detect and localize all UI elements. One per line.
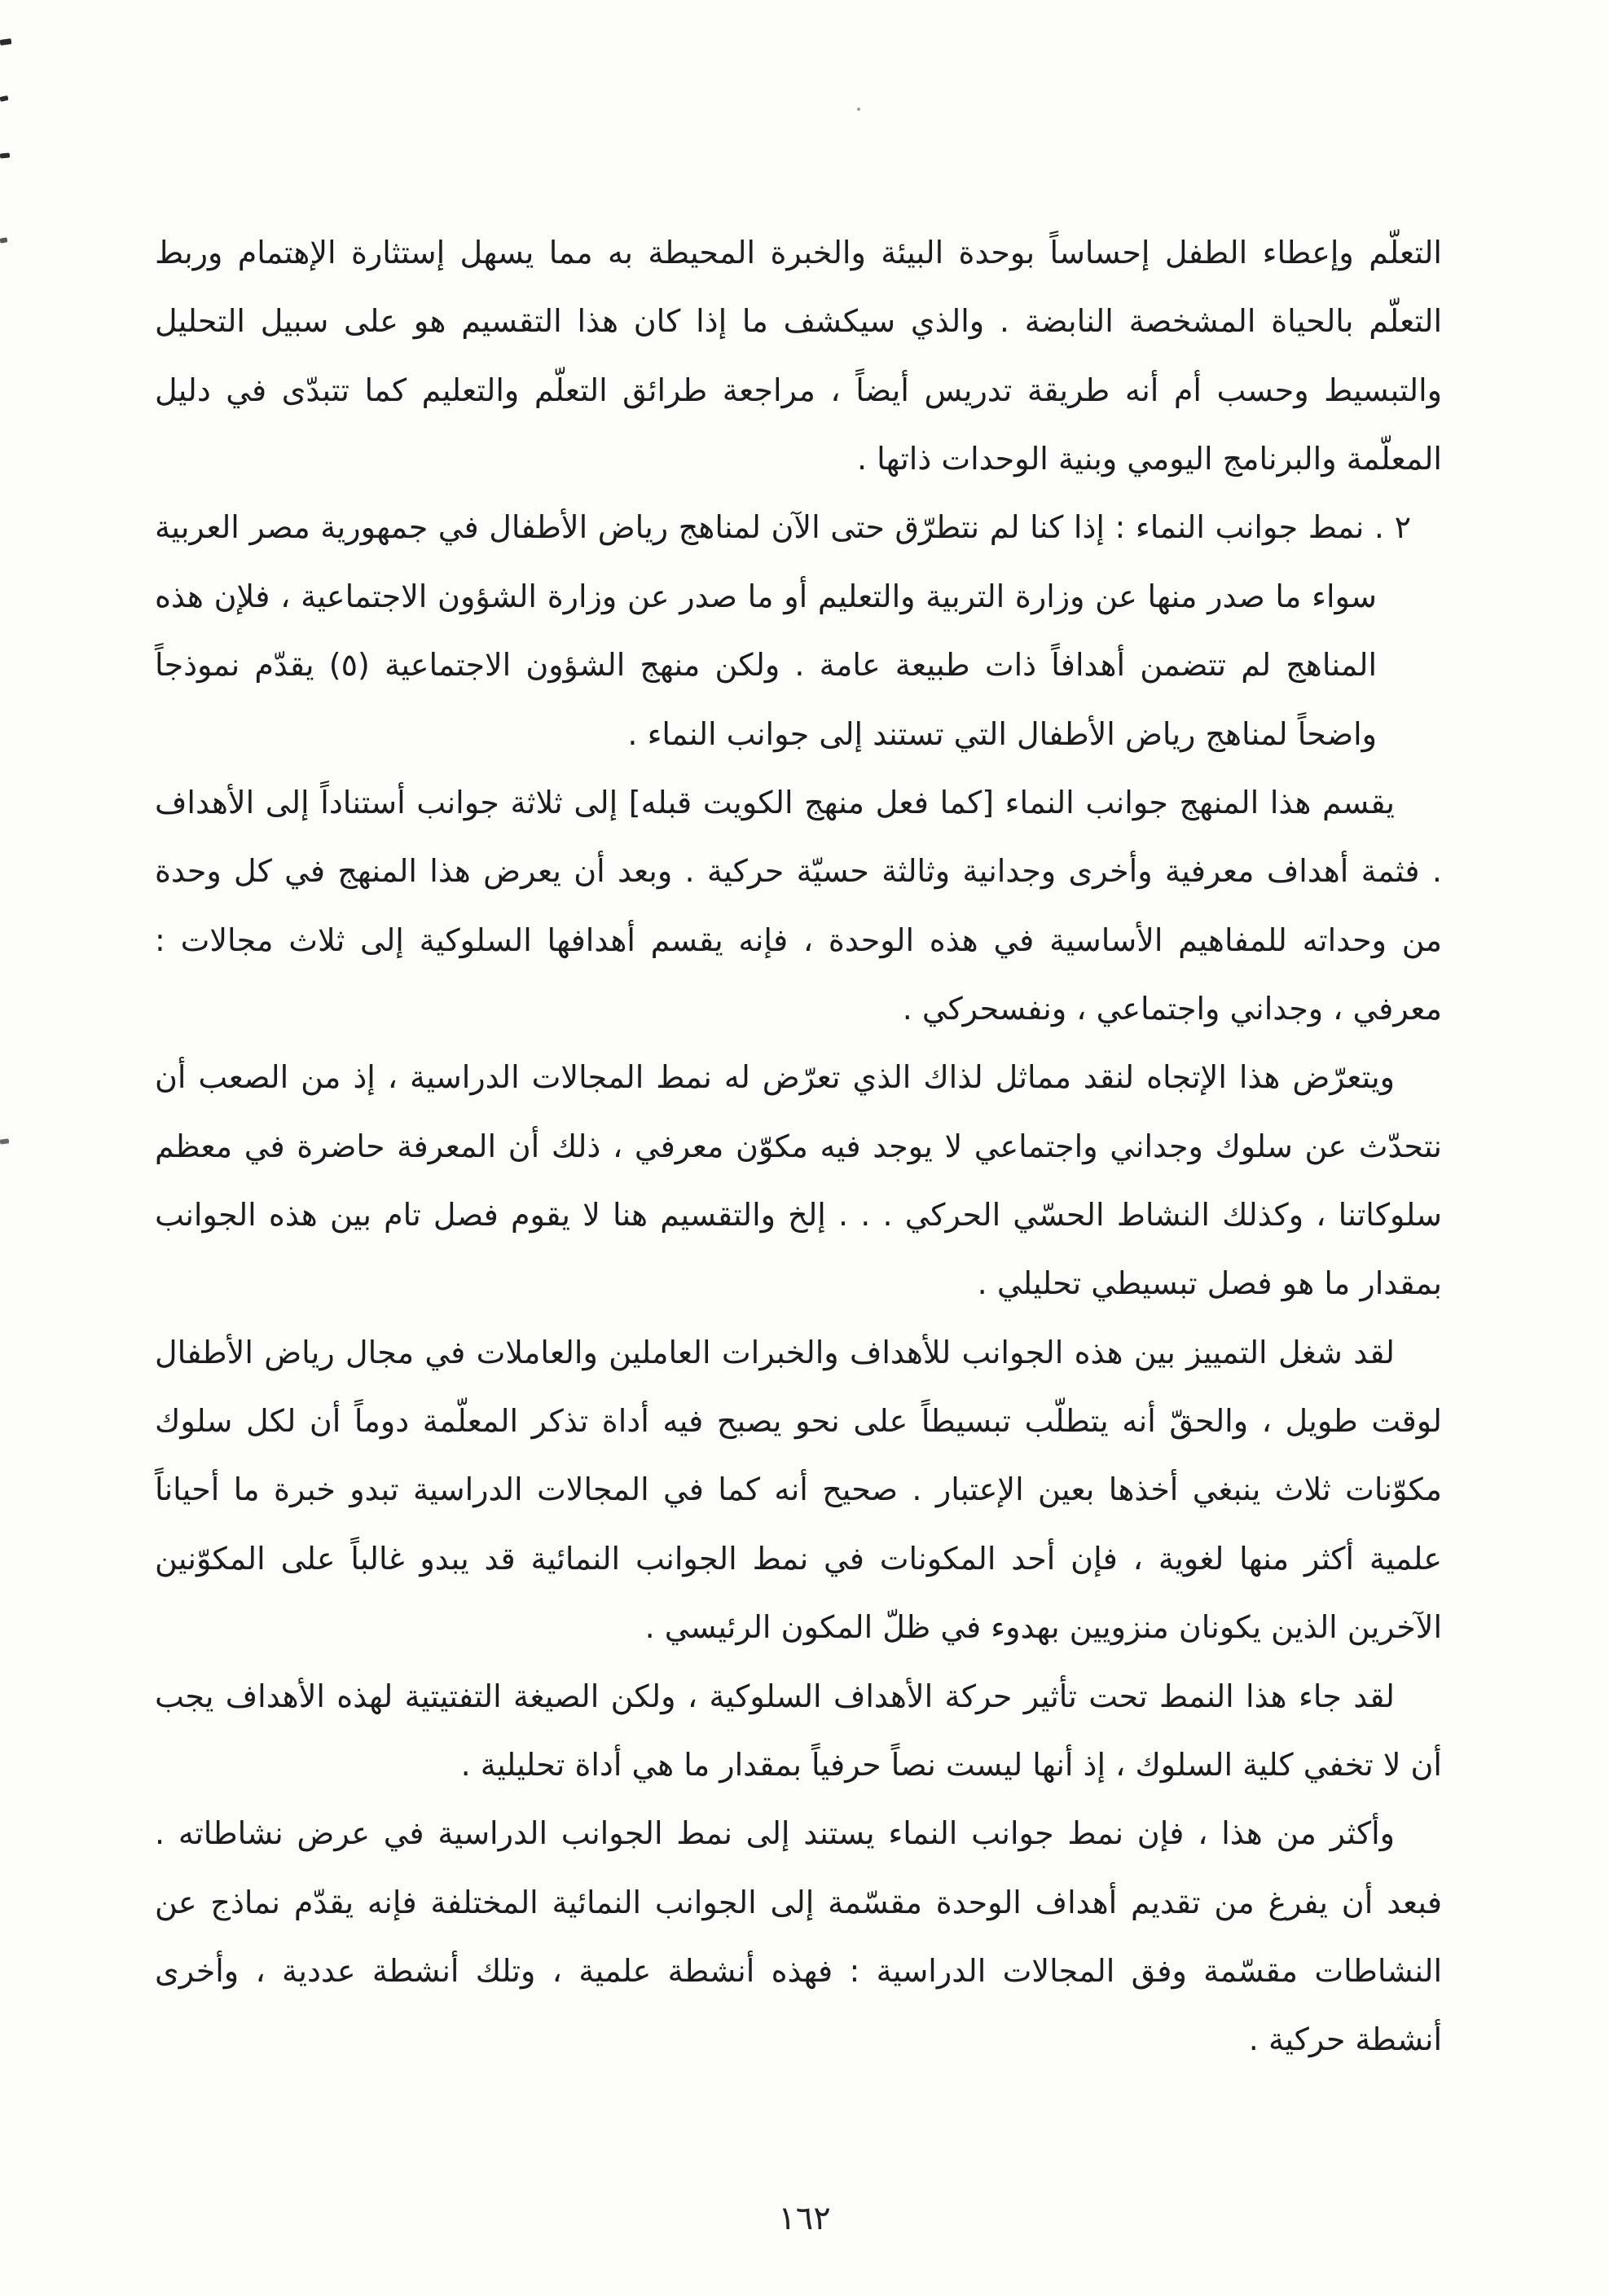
paragraph-distinction-discussion: لقد شغل التمييز بين هذه الجوانب للأهداف والخبرات العاملين والعاملات في مجال رياض الأطفال لوقت طويل ، والحقّ أنه يتطلّب تبسيطاً على نحو يصبح فيه أداة تذكر المعلّمة دوماً أن لكل سلوك مكوّنات ثلاث ينبغي أخذها بعين الإعتبار . صحيح أنه كما في المجالات الدراسية تبدو خبرة ما أحياناً علمية أكثر منها لغوية ، فإن أحد المكونات في نمط الجوانب النمائية قد يبدو غالباً على المكوّنين الآخرين الذين يكونان منزويين بهدوء في ظلّ المكون الرئيسي . [155,1334,1442,1646]
scan-artifact-mark [0,237,7,243]
scan-artifact-mark [0,1138,9,1144]
scan-artifact-mark [0,152,10,158]
paragraph-curriculum-division: يقسم هذا المنهج جوانب النماء [كما فعل منهج الكويت قبله] إلى ثلاثة جوانب أستناداً إلى الأهداف . فثمة أهداف معرفية وأخرى وجدانية وثالثة حسيّة حركية . وبعد أن يعرض هذا المنهج في كل وحدة من وحداته للمفاهيم الأساسية في هذه الوحدة ، فإنه يقسم أهدافها السلوكية إلى ثلاث مجالات : معرفي ، وجداني واجتماعي ، ونفسحركي . [155,784,1442,1027]
paragraph-continuation: التعلّم وإعطاء الطفل إحساساً بوحدة البيئة والخبرة المحيطة به مما يسهل إستثارة الإهتمام وربط التعلّم بالحياة المشخصة النابضة . والذي سيكشف ما إذا كان هذا التقسيم هو على سبيل التحليل والتبسيط وحسب أم أنه طريقة تدريس أيضاً ، مراجعة طرائق التعلّم والتعليم كما تتبدّى في دليل المعلّمة والبرنامج اليومي وبنية الوحدات ذاتها . [155,235,1442,477]
body-text-block [155,218,1442,2074]
paragraph-criticism: ويتعرّض هذا الإتجاه لنقد مماثل لذاك الذي تعرّض له نمط المجالات الدراسية ، إذ من الصعب أن نتحدّث عن سلوك وجداني واجتماعي لا يوجد فيه مكوّن معرفي ، ذلك أن المعرفة حاضرة في معظم سلوكاتنا ، وكذلك النشاط الحسّي الحركي . . . إلخ والتقسيم هنا لا يقوم فصل تام بين هذه الجوانب بمقدار ما هو فصل تبسيطي تحليلي . [155,1059,1442,1302]
scan-artifact-mark [0,38,11,46]
paragraph-behavioral-objectives: لقد جاء هذا النمط تحت تأثير حركة الأهداف السلوكية ، ولكن الصيغة التفتيتية لهذه الأهداف يجب أن لا تخفي كلية السلوك ، إذ أنها ليست نصاً حرفياً بمقدار ما هي أداة تحليلية . [155,1678,1442,1783]
paragraph-numbered-growth-aspects: ٢ . نمط جوانب النماء : إذا كنا لم نتطرّق حتى الآن لمناهج رياض الأطفال في جمهورية مصر العربية سواء ما صدر منها عن وزارة التربية والتعليم أو ما صدر عن وزارة الشؤون الاجتماعية ، فلإن هذه المناهج لم تتضمن أهدافاً ذات طبيعة عامة . ولكن منهج الشؤون الاجتماعية (٥) يقدّم نموذجاً واضحاً لمناهج رياض الأطفال التي تستند إلى جوانب النماء . [155,509,1411,752]
scan-artifact-speck [857,108,860,111]
scan-artifact-mark [0,95,9,102]
page-number: ١٦٢ [778,2200,831,2237]
paragraph-activities-presentation: وأكثر من هذا ، فإن نمط جوانب النماء يستند إلى نمط الجوانب الدراسية في عرض نشاطاته . فبعد أن يفرغ من تقديم أهداف الوحدة مقسّمة إلى الجوانب النمائية المختلفة فإنه يقدّم نماذج عن النشاطات مقسّمة وفق المجالات الدراسية : فهذه أنشطة علمية ، وتلك أنشطة عددية ، وأخرى أنشطة حركية . [155,1815,1442,2058]
